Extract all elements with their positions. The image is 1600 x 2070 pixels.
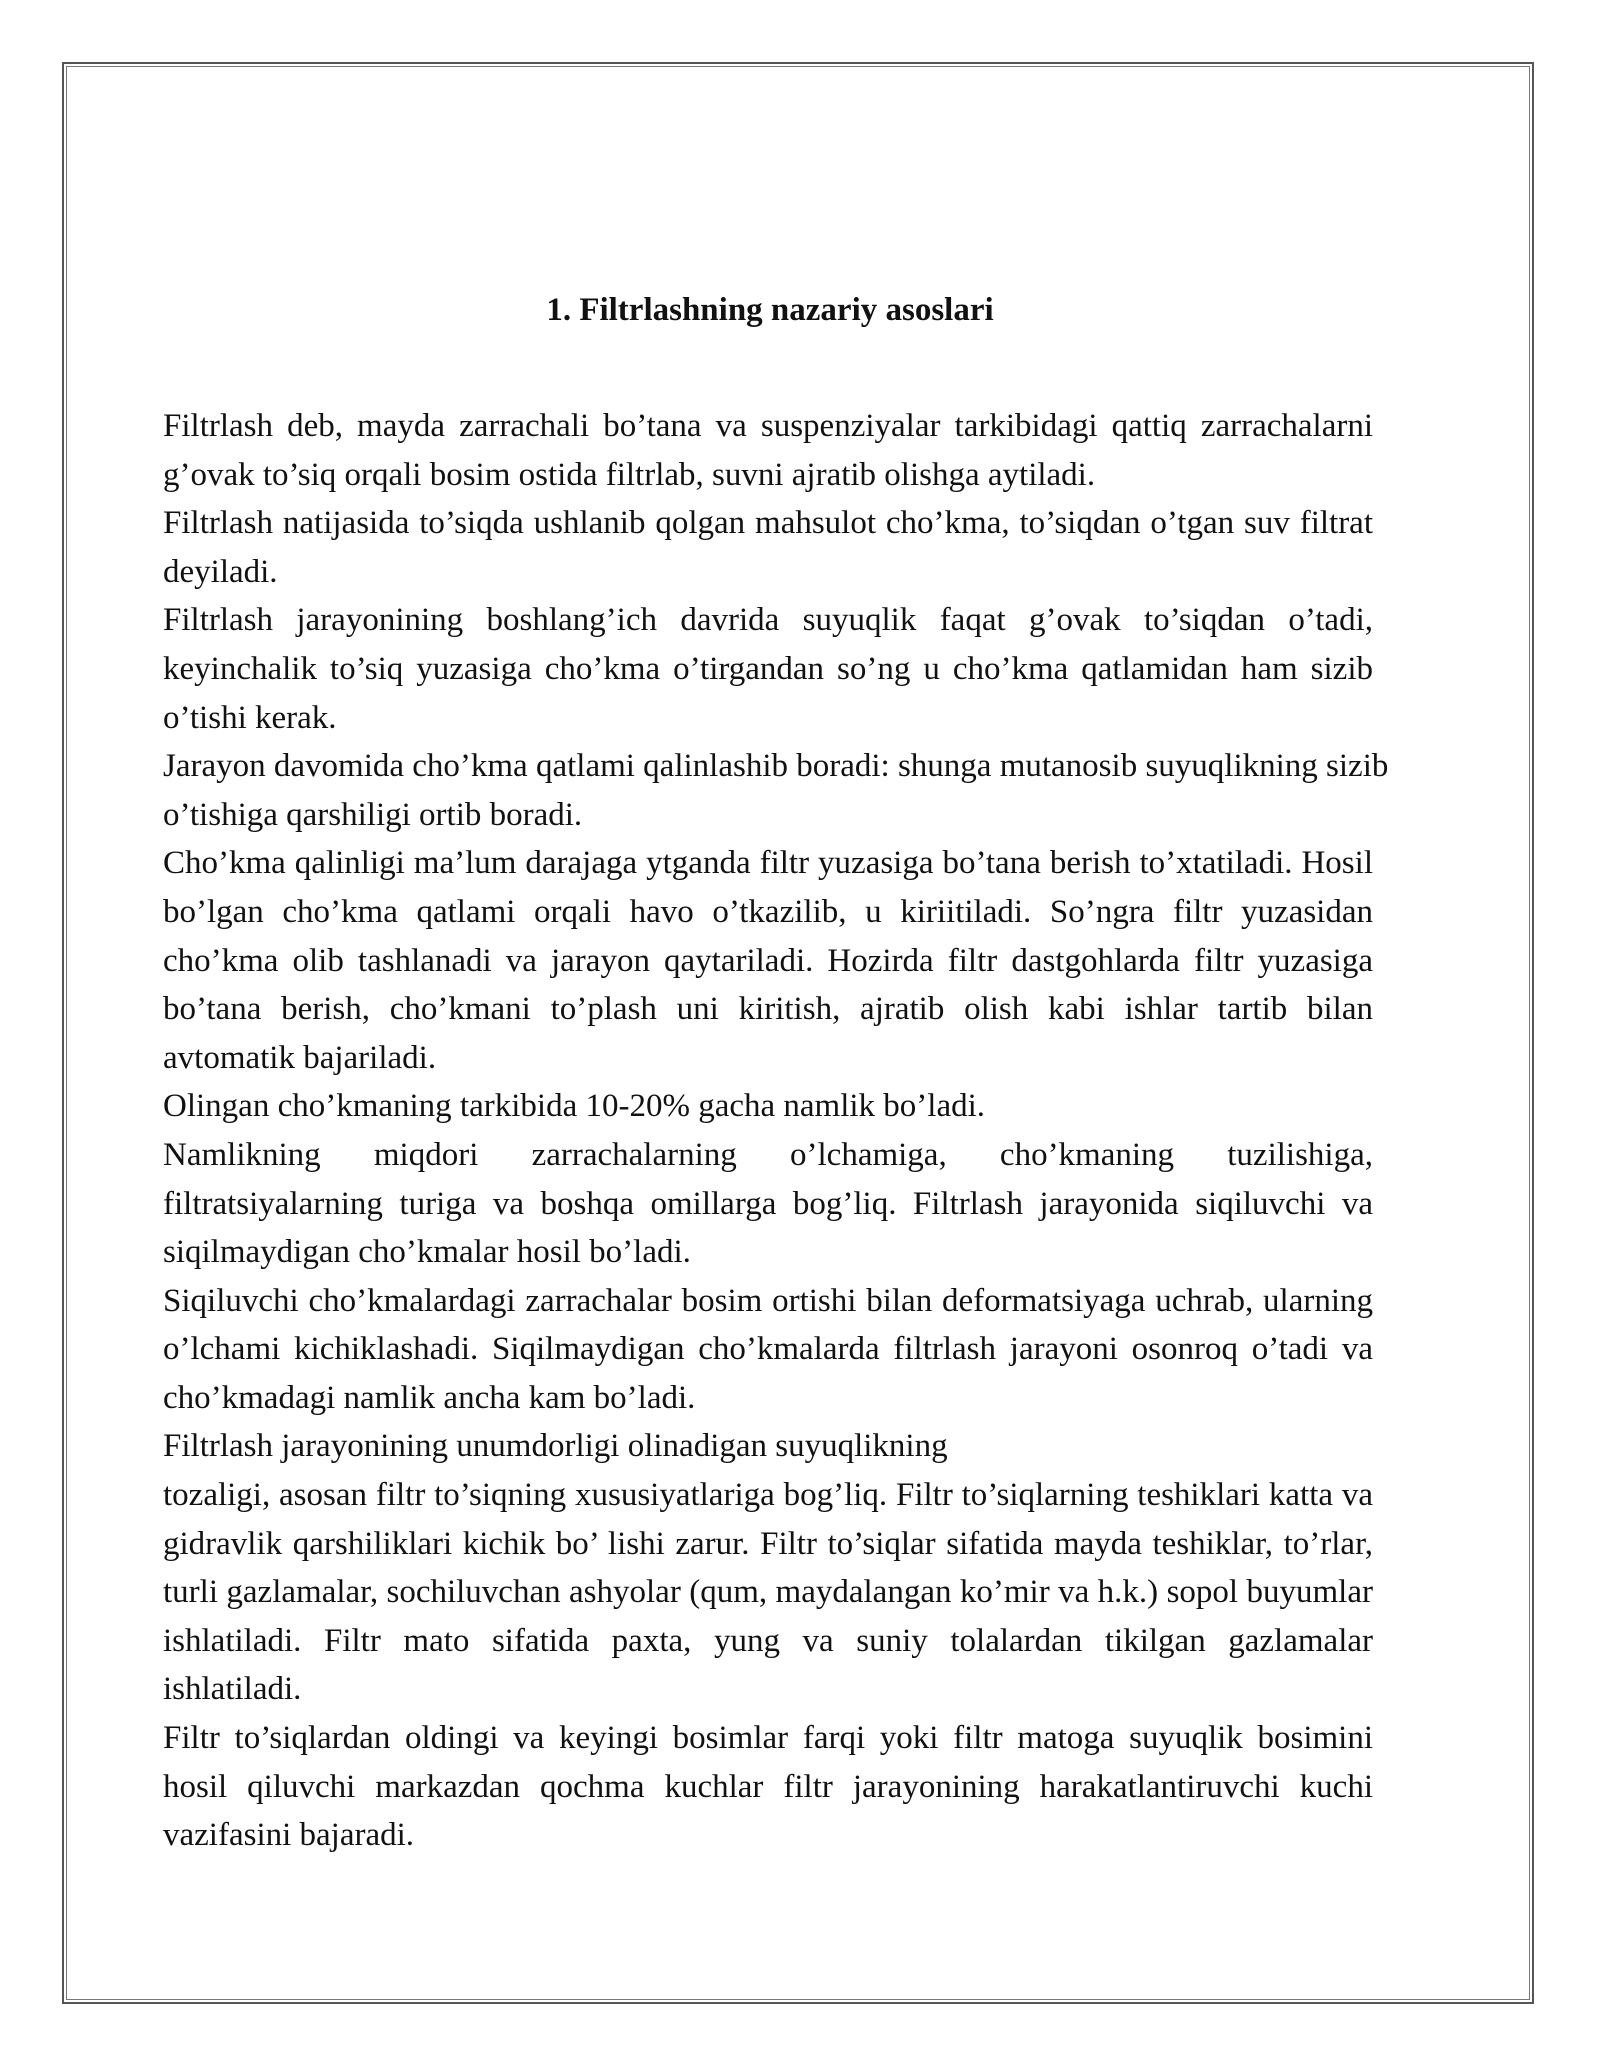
paragraph: Olingan cho’kmaning tarkibida 10-20% gacha namlik bo’ladi. (163, 1088, 986, 1125)
paragraph: Filtrlash jarayonining unumdorligi olinadigan suyuqlikning (163, 1428, 948, 1465)
paragraph: Filtrlash deb, mayda zarrachali bo’tana va suspenziyalar tarkibidagi qattiq zarrachalarni g’ovak to’siq orqali bosim ostida filtrlab, suvni ajratib olishga aytiladi. (163, 408, 1373, 493)
paragraph: tozaligi, asosan filtr to’siqning xususiyatlariga bog’liq. Filtr to’siqlarning teshiklari katta va gidravlik qarshiliklari kichik bo’ lishi zarur. Filtr to’siqlar sifatida mayda teshiklar, to’rlar, turli gazlamalar, sochiluvchan ashyolar (qum, maydalangan ko’mir va h.k.) sopol buyumlar ishlatiladi. Filtr mato sifatida paxta, yung va suniy tolalardan tikilgan gazlamalar ishlatiladi. (163, 1477, 1373, 1708)
paragraph: Filtr to’siqlardan oldingi va keyingi bosimlar farqi yoki filtr matoga suyuqlik bosimini hosil qiluvchi markazdan qochma kuchlar filtr jarayonining harakatlantiruvchi kuchi vazifasini bajaradi. (163, 1720, 1373, 1854)
paragraph: Siqiluvchi cho’kmalardagi zarrachalar bosim ortishi bilan deformatsiyaga uchrab, ularning o’lchami kichiklashadi. Siqilmaydigan cho’kmalarda filtrlash jarayoni osonroq o’tadi va cho’kmadagi namlik ancha kam bo’ladi. (163, 1282, 1373, 1416)
paragraph: Filtrlash jarayonining boshlang’ich davrida suyuqlik faqat g’ovak to’siqdan o’tadi, keyinchalik to’siq yuzasiga cho’kma o’tirgandan so’ng u cho’kma qatlamidan ham sizib o’tishi kerak. (163, 602, 1373, 736)
paragraph: Namlikning miqdori zarrachalarning o’lchamiga, cho’kmaning tuzilishiga, filtratsiyalarning turiga va boshqa omillarga bog’liq. Filtrlash jarayonida siqiluvchi va siqilmaydigan cho’kmalar hosil bo’ladi. (163, 1136, 1373, 1271)
paragraph: Filtrlash natijasida to’siqda ushlanib qolgan mahsulot cho’kma, to’siqdan o’tgan suv filtrat deyiladi. (163, 505, 1373, 590)
paragraph: Jarayon davomida cho’kma qatlami qalinlashib boradi: shunga mutanosib suyuqlikning sizib o’tishiga qarshiligi ortib boradi. (163, 748, 1389, 833)
paragraph: Cho’kma qalinligi ma’lum darajaga ytganda filtr yuzasiga bo’tana berish to’xtatiladi. Hosil bo’lgan cho’kma qatlami orqali havo o’tkazilib, u kiriitiladi. So’ngra filtr yuzasidan cho’kma olib tashlanadi va jarayon qaytariladi. Hozirda filtr dastgohlarda filtr yuzasiga bo’tana berish, cho’kmani to’plash uni kiritish, ajratib olish kabi ishlar tartib bilan avtomatik bajariladi. (163, 845, 1373, 1076)
section-title: 1. Filtrlashning nazariy asoslari (546, 292, 994, 328)
body-text (163, 402, 1389, 1860)
